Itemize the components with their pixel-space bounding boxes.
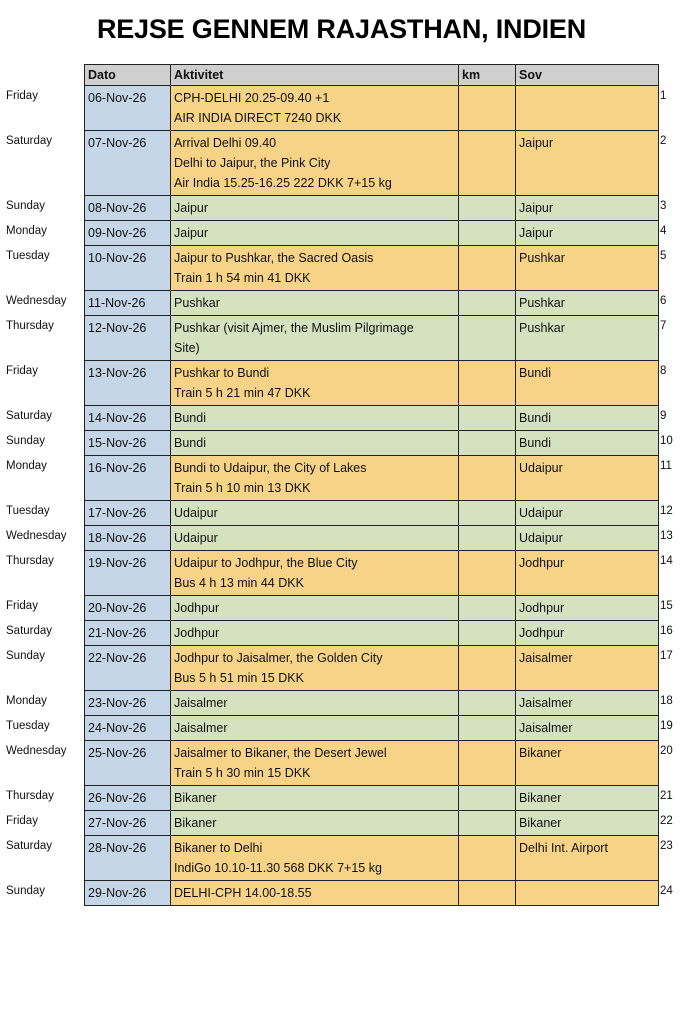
table-row: [85, 621, 659, 646]
table-row: [85, 291, 659, 316]
activity-cell: [171, 456, 459, 501]
page-title: REJSE GENNEM RAJASTHAN, INDIEN: [96, 14, 587, 44]
activity-cell: [171, 246, 459, 291]
weekday-label: Saturday: [6, 624, 53, 637]
activity-line: Jaipur to Pushkar, the Sacred Oasis: [174, 251, 374, 265]
row-number: 11: [660, 459, 672, 472]
sov-cell: Jaisalmer: [516, 646, 659, 691]
activity-line: Delhi to Jaipur, the Pink City: [174, 156, 331, 170]
km-cell: [459, 646, 516, 691]
km-cell: [459, 431, 516, 456]
date-cell: 27-Nov-26: [85, 811, 171, 836]
row-number: 6: [660, 294, 667, 307]
row-number: 23: [660, 839, 673, 852]
row-number: 4: [660, 224, 667, 237]
table-row: [85, 406, 659, 431]
row-number: 7: [660, 319, 667, 332]
activity-line: Bikaner: [174, 791, 217, 805]
row-number: 8: [660, 364, 667, 377]
row-number: 13: [660, 529, 673, 542]
row-number: 15: [660, 599, 673, 612]
sov-cell: Jodhpur: [516, 621, 659, 646]
km-cell: [459, 551, 516, 596]
km-cell: [459, 836, 516, 881]
table-row: [85, 86, 659, 131]
row-number: 12: [660, 504, 673, 517]
row-number: 18: [660, 694, 673, 707]
activity-cell: [171, 196, 459, 221]
activity-cell: [171, 881, 459, 906]
date-cell: 13-Nov-26: [85, 361, 171, 406]
km-cell: [459, 196, 516, 221]
sov-cell: Udaipur: [516, 526, 659, 551]
date-cell: 17-Nov-26: [85, 501, 171, 526]
weekday-label: Friday: [6, 599, 38, 612]
activity-line: Train 1 h 54 min 41 DKK: [174, 271, 311, 285]
sov-cell: Udaipur: [516, 501, 659, 526]
weekday-label: Thursday: [6, 319, 54, 332]
weekday-label: Friday: [6, 814, 38, 827]
row-number: 14: [660, 554, 673, 567]
date-cell: 14-Nov-26: [85, 406, 171, 431]
km-cell: [459, 316, 516, 361]
row-number: 24: [660, 884, 673, 897]
weekday-label: Friday: [6, 89, 38, 102]
row-number: 10: [660, 434, 673, 447]
date-cell: 10-Nov-26: [85, 246, 171, 291]
activity-line: Jodhpur to Jaisalmer, the Golden City: [174, 651, 383, 665]
activity-line: Pushkar (visit Ajmer, the Muslim Pilgrimage: [174, 321, 414, 335]
table-row: [85, 131, 659, 196]
activity-cell: [171, 221, 459, 246]
table-row: [85, 221, 659, 246]
sov-cell: Udaipur: [516, 456, 659, 501]
row-number: 22: [660, 814, 673, 827]
weekday-label: Wednesday: [6, 744, 67, 757]
date-cell: 08-Nov-26: [85, 196, 171, 221]
row-number: 5: [660, 249, 667, 262]
row-number: 21: [660, 789, 673, 802]
activity-line: Bundi to Udaipur, the City of Lakes: [174, 461, 367, 475]
header-km: km: [459, 65, 516, 86]
weekday-label: Thursday: [6, 554, 54, 567]
km-cell: [459, 881, 516, 906]
date-cell: 26-Nov-26: [85, 786, 171, 811]
row-number: 20: [660, 744, 673, 757]
sov-cell: Jaipur: [516, 196, 659, 221]
activity-line: Bikaner: [174, 816, 217, 830]
km-cell: [459, 596, 516, 621]
weekday-label: Wednesday: [6, 294, 67, 307]
activity-cell: [171, 596, 459, 621]
table-row: [85, 246, 659, 291]
date-cell: 11-Nov-26: [85, 291, 171, 316]
activity-line: Jaisalmer: [174, 696, 228, 710]
activity-line: Jodhpur: [174, 626, 220, 640]
km-cell: [459, 691, 516, 716]
weekday-label: Sunday: [6, 199, 46, 212]
activity-line: Arrival Delhi 09.40: [174, 136, 277, 150]
table-row: [85, 741, 659, 786]
table-row: [85, 526, 659, 551]
activity-cell: [171, 741, 459, 786]
sov-cell: Bikaner: [516, 786, 659, 811]
date-cell: 24-Nov-26: [85, 716, 171, 741]
activity-cell: [171, 836, 459, 881]
table-row: [85, 316, 659, 361]
table-row: [85, 716, 659, 741]
activity-line: Jaisalmer: [174, 721, 228, 735]
header-row: [85, 65, 659, 86]
table-row: [85, 551, 659, 596]
table-row: [85, 196, 659, 221]
activity-line: Train 5 h 10 min 13 DKK: [174, 481, 311, 495]
activity-line: Train 5 h 30 min 15 DKK: [174, 766, 311, 780]
km-cell: [459, 501, 516, 526]
activity-line: Udaipur to Jodhpur, the Blue City: [174, 556, 358, 570]
weekday-label: Saturday: [6, 409, 53, 422]
row-number: 1: [660, 89, 667, 102]
table-row: [85, 786, 659, 811]
activity-cell: [171, 501, 459, 526]
weekday-label: Tuesday: [6, 719, 50, 732]
km-cell: [459, 246, 516, 291]
activity-line: Udaipur: [174, 531, 218, 545]
header-sov: Sov: [516, 65, 659, 86]
row-number: 3: [660, 199, 667, 212]
km-cell: [459, 221, 516, 246]
activity-cell: [171, 406, 459, 431]
date-cell: 21-Nov-26: [85, 621, 171, 646]
date-cell: 16-Nov-26: [85, 456, 171, 501]
activity-line: Bundi: [174, 411, 206, 425]
weekday-label: Thursday: [6, 789, 54, 802]
row-number: 9: [660, 409, 667, 422]
km-cell: [459, 406, 516, 431]
schedule-wrapper: [0, 64, 683, 906]
date-cell: 28-Nov-26: [85, 836, 171, 881]
activity-cell: [171, 361, 459, 406]
itinerary-table: [84, 64, 659, 906]
weekday-label: Saturday: [6, 134, 53, 147]
km-cell: [459, 716, 516, 741]
weekday-label: Saturday: [6, 839, 53, 852]
weekday-label: Tuesday: [6, 504, 50, 517]
activity-line: Pushkar: [174, 296, 220, 310]
sov-cell: Bundi: [516, 406, 659, 431]
activity-cell: [171, 316, 459, 361]
date-cell: 09-Nov-26: [85, 221, 171, 246]
sov-cell: Jaipur: [516, 131, 659, 196]
activity-line: Air India 15.25-16.25 222 DKK 7+15 kg: [174, 176, 392, 190]
sov-cell: [516, 881, 659, 906]
date-cell: 29-Nov-26: [85, 881, 171, 906]
sov-cell: Pushkar: [516, 246, 659, 291]
activity-line: Bikaner to Delhi: [174, 841, 263, 855]
activity-line: CPH-DELHI 20.25-09.40 +1: [174, 91, 330, 105]
sov-cell: Pushkar: [516, 316, 659, 361]
activity-line: Site): [174, 341, 200, 355]
sov-cell: Bikaner: [516, 741, 659, 786]
table-row: [85, 501, 659, 526]
activity-line: Jodhpur: [174, 601, 220, 615]
row-number: 2: [660, 134, 667, 147]
sov-cell: Bundi: [516, 431, 659, 456]
activity-cell: [171, 646, 459, 691]
table-row: [85, 691, 659, 716]
activity-cell: [171, 786, 459, 811]
weekday-label: Sunday: [6, 434, 46, 447]
date-cell: 12-Nov-26: [85, 316, 171, 361]
activity-cell: [171, 811, 459, 836]
activity-line: Train 5 h 21 min 47 DKK: [174, 386, 311, 400]
table-row: [85, 596, 659, 621]
row-number: 19: [660, 719, 673, 732]
activity-cell: [171, 526, 459, 551]
date-cell: 25-Nov-26: [85, 741, 171, 786]
sov-cell: Bundi: [516, 361, 659, 406]
activity-cell: [171, 691, 459, 716]
table-row: [85, 836, 659, 881]
row-number: 17: [660, 649, 673, 662]
activity-line: Pushkar to Bundi: [174, 366, 270, 380]
activity-line: Jaipur: [174, 201, 209, 215]
activity-cell: [171, 86, 459, 131]
km-cell: [459, 86, 516, 131]
sov-cell: Jaipur: [516, 221, 659, 246]
sov-cell: Delhi Int. Airport: [516, 836, 659, 881]
activity-line: AIR INDIA DIRECT 7240 DKK: [174, 111, 342, 125]
weekday-label: Tuesday: [6, 249, 50, 262]
date-cell: 15-Nov-26: [85, 431, 171, 456]
table-row: [85, 456, 659, 501]
itinerary-body: [85, 86, 659, 906]
weekday-label: Sunday: [6, 884, 46, 897]
header-aktivitet: Aktivitet: [171, 65, 459, 86]
sov-cell: Jaisalmer: [516, 691, 659, 716]
date-cell: 22-Nov-26: [85, 646, 171, 691]
table-row: [85, 431, 659, 456]
date-cell: 19-Nov-26: [85, 551, 171, 596]
date-cell: 23-Nov-26: [85, 691, 171, 716]
header-dato: Dato: [85, 65, 171, 86]
weekday-label: Friday: [6, 364, 38, 377]
sov-cell: Jodhpur: [516, 551, 659, 596]
weekday-label: Wednesday: [6, 529, 67, 542]
date-cell: 20-Nov-26: [85, 596, 171, 621]
activity-line: Bus 4 h 13 min 44 DKK: [174, 576, 304, 590]
activity-line: Jaisalmer to Bikaner, the Desert Jewel: [174, 746, 387, 760]
weekday-label: Sunday: [6, 649, 46, 662]
km-cell: [459, 361, 516, 406]
km-cell: [459, 526, 516, 551]
sov-cell: Pushkar: [516, 291, 659, 316]
activity-line: IndiGo 10.10-11.30 568 DKK 7+15 kg: [174, 861, 382, 875]
km-cell: [459, 786, 516, 811]
activity-cell: [171, 621, 459, 646]
table-row: [85, 646, 659, 691]
km-cell: [459, 131, 516, 196]
km-cell: [459, 456, 516, 501]
activity-cell: [171, 291, 459, 316]
sov-cell: Jodhpur: [516, 596, 659, 621]
activity-cell: [171, 431, 459, 456]
date-cell: 07-Nov-26: [85, 131, 171, 196]
km-cell: [459, 811, 516, 836]
weekday-label: Monday: [6, 224, 47, 237]
activity-cell: [171, 131, 459, 196]
km-cell: [459, 741, 516, 786]
sov-cell: Jaisalmer: [516, 716, 659, 741]
activity-cell: [171, 716, 459, 741]
weekday-label: Monday: [6, 459, 47, 472]
date-cell: 06-Nov-26: [85, 86, 171, 131]
table-row: [85, 881, 659, 906]
activity-line: Bus 5 h 51 min 15 DKK: [174, 671, 304, 685]
activity-line: Udaipur: [174, 506, 218, 520]
sov-cell: Bikaner: [516, 811, 659, 836]
km-cell: [459, 621, 516, 646]
activity-line: DELHI-CPH 14.00-18.55: [174, 886, 312, 900]
activity-line: Jaipur: [174, 226, 209, 240]
date-cell: 18-Nov-26: [85, 526, 171, 551]
weekday-label: Monday: [6, 694, 47, 707]
table-row: [85, 361, 659, 406]
sov-cell: [516, 86, 659, 131]
activity-cell: [171, 551, 459, 596]
activity-line: Bundi: [174, 436, 206, 450]
row-number: 16: [660, 624, 673, 637]
km-cell: [459, 291, 516, 316]
table-row: [85, 811, 659, 836]
